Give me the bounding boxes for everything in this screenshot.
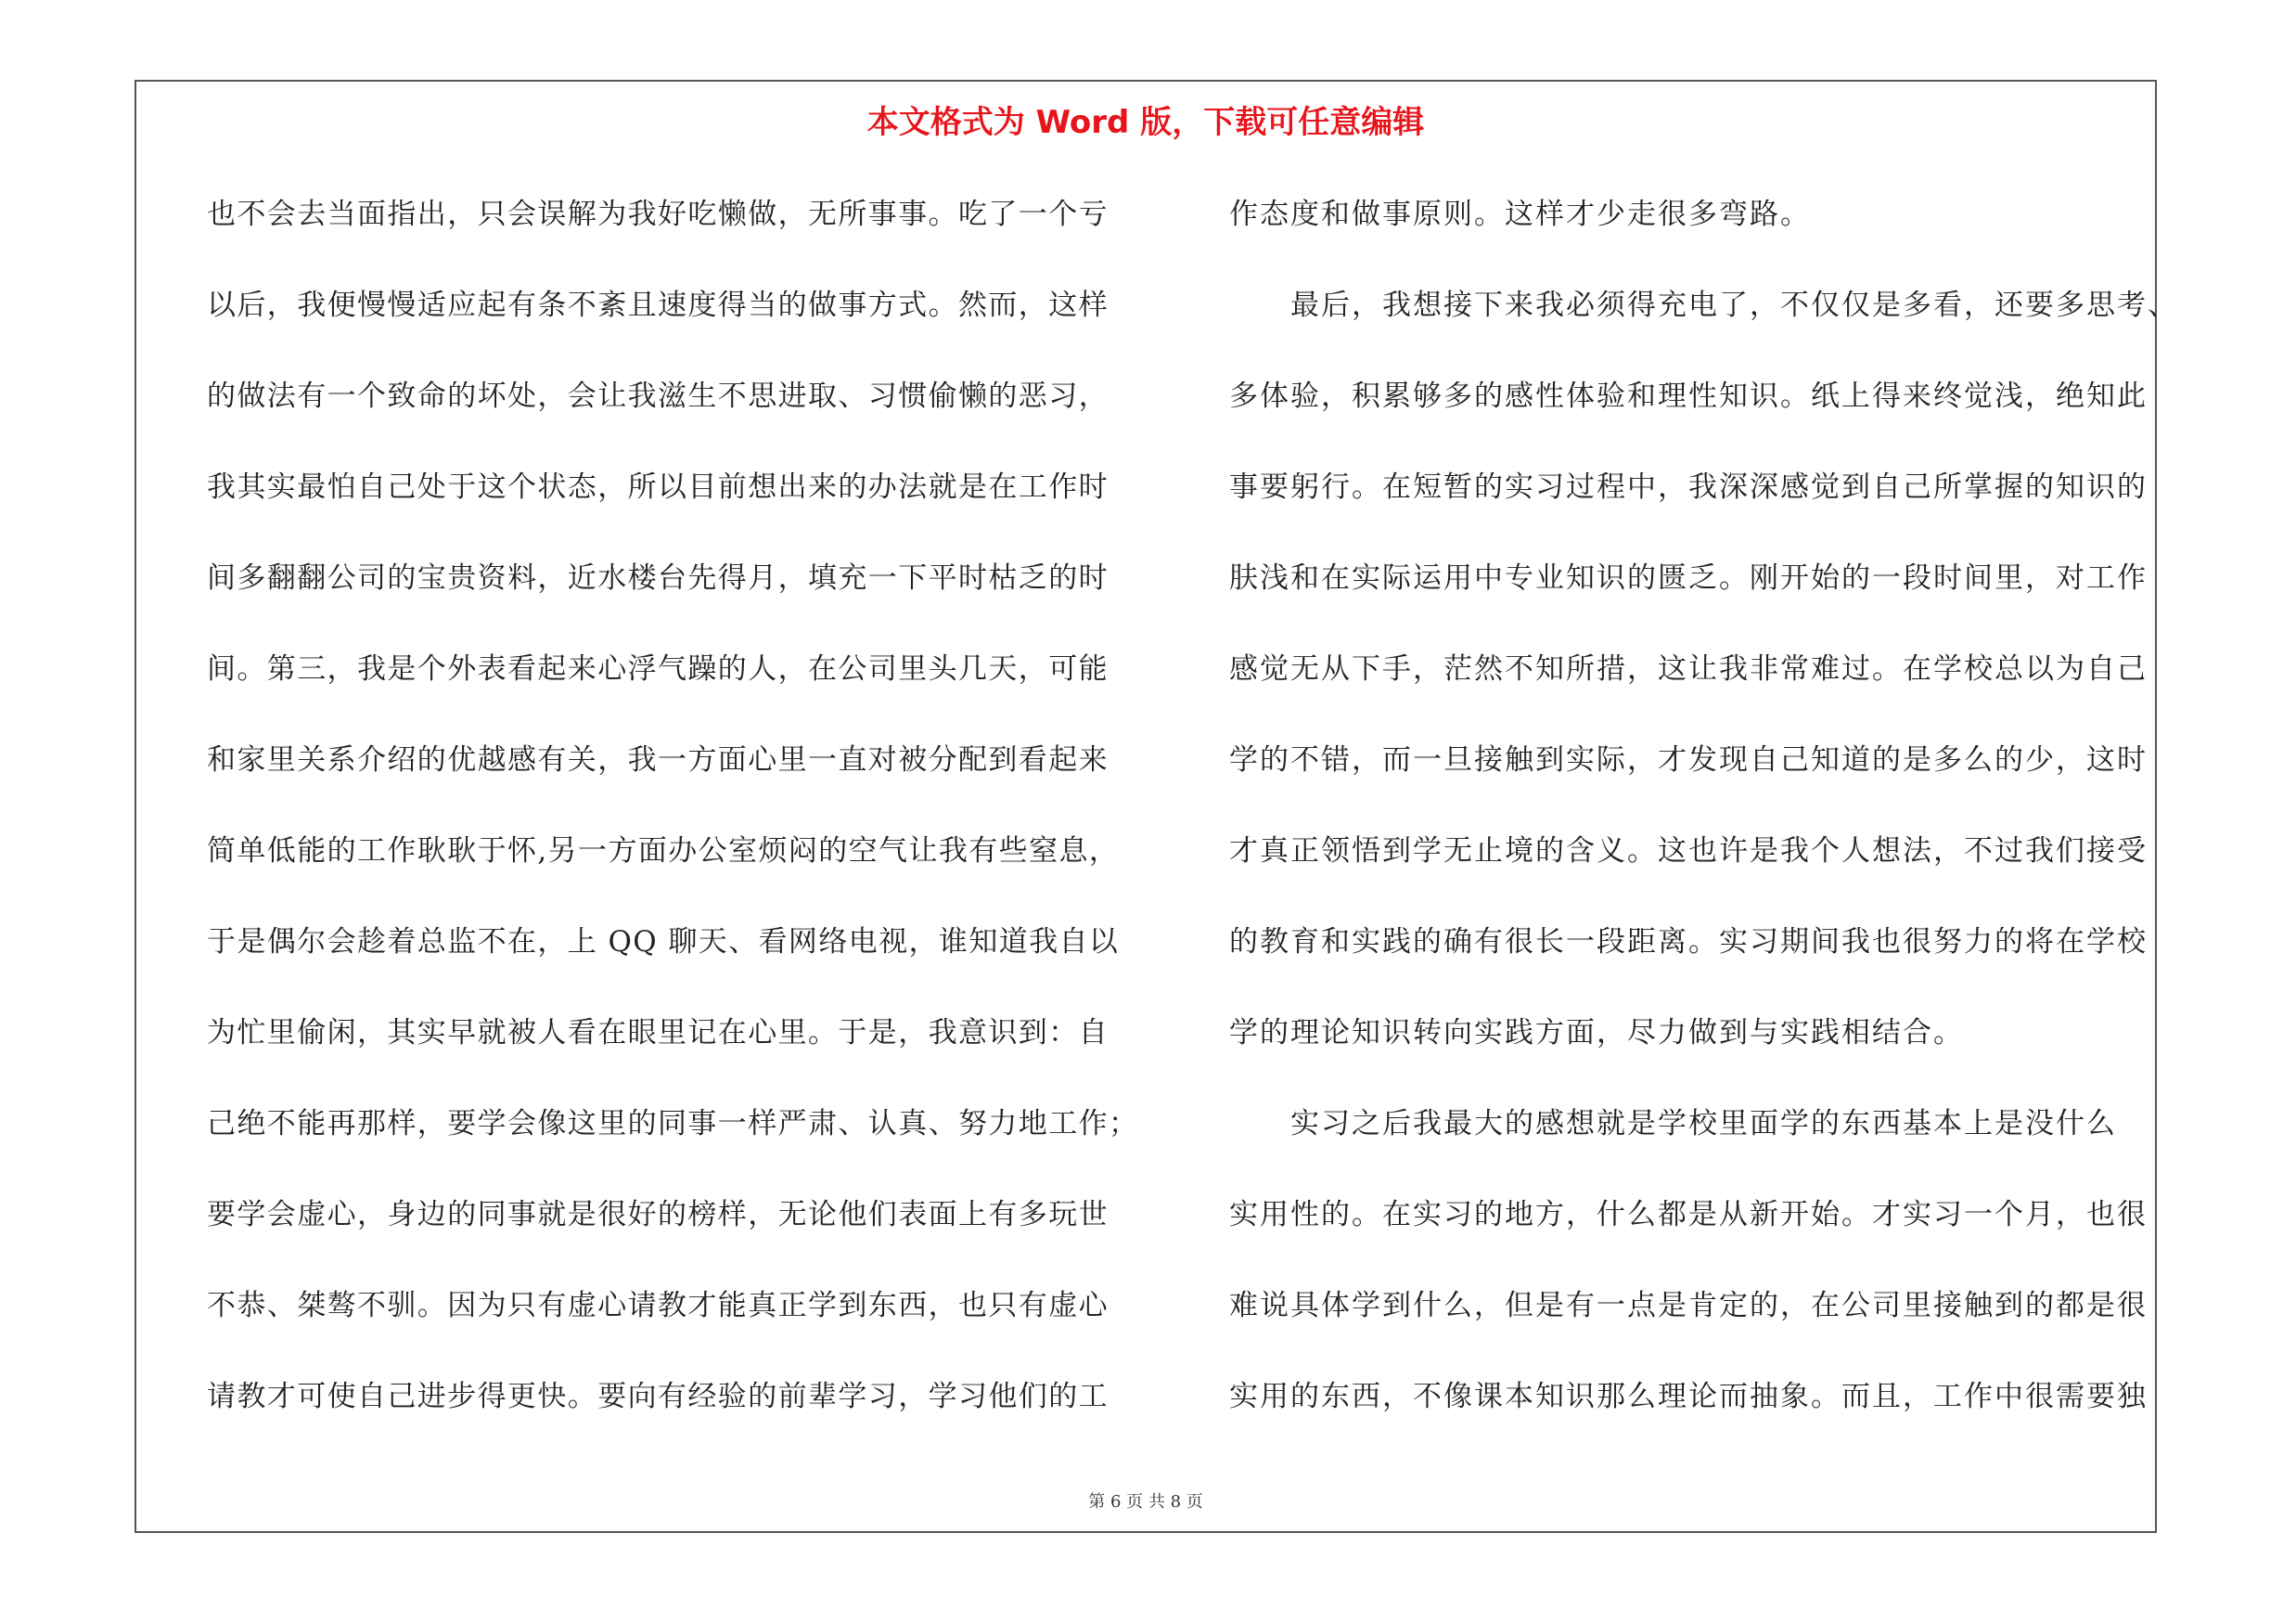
text-line: 实用性的。在实习的地方，什么都是从新开始。才实习一个月，也很	[1229, 1198, 2148, 1231]
text-line: 不恭、桀骜不驯。因为只有虚心请教才能真正学到东西，也只有虚心	[207, 1289, 1109, 1322]
text-line: 最后，我想接下来我必须得充电了，不仅仅是多看，还要多思考、	[1229, 289, 2178, 322]
text-line: 间多翻翻公司的宝贵资料，近水楼台先得月，填充一下平时枯乏的时	[207, 561, 1109, 595]
text-line: 要学会虚心，身边的同事就是很好的榜样，无论他们表面上有多玩世	[207, 1198, 1109, 1231]
word-format-banner: 本文格式为 Word 版，下载可任意编辑	[866, 104, 1425, 141]
text-line: 学的不错，而一旦接触到实际，才发现自己知道的是多么的少，这时	[1229, 743, 2148, 777]
text-line: 实用的东西，不像课本知识那么理论而抽象。而且，工作中很需要独	[1229, 1380, 2148, 1413]
text-line: 难说具体学到什么，但是有一点是肯定的，在公司里接触到的都是很	[1229, 1289, 2148, 1322]
text-line: 请教才可使自己进步得更快。要向有经验的前辈学习，学习他们的工	[207, 1380, 1109, 1413]
left-text-column	[207, 184, 1139, 1457]
text-line: 实习之后我最大的感想就是学校里面学的东西基本上是没什么	[1229, 1107, 2117, 1140]
text-line: 为忙里偷闲，其实早就被人看在眼里记在心里。于是，我意识到：自	[207, 1016, 1109, 1050]
text-line: 的做法有一个致命的坏处，会让我滋生不思进取、习惯偷懒的恶习，	[207, 380, 1109, 413]
text-line: 感觉无从下手，茫然不知所措，这让我非常难过。在学校总以为自己	[1229, 652, 2148, 686]
text-line: 多体验，积累够多的感性体验和理性知识。纸上得来终觉浅，绝知此	[1229, 380, 2148, 413]
text-line: 的教育和实践的确有很长一段距离。实习期间我也很努力的将在学校	[1229, 925, 2148, 959]
text-line: 以后，我便慢慢适应起有条不紊且速度得当的做事方式。然而，这样	[207, 289, 1109, 322]
text-line: 和家里关系介绍的优越感有关，我一方面心里一直对被分配到看起来	[207, 743, 1109, 777]
text-line: 间。第三，我是个外表看起来心浮气躁的人，在公司里头几天，可能	[207, 652, 1109, 686]
text-line: 事要躬行。在短暂的实习过程中，我深深感觉到自己所掌握的知识的	[1229, 470, 2148, 504]
text-line: 作态度和做事原则。这样才少走很多弯路。	[1229, 198, 1811, 231]
page-frame	[135, 80, 2178, 1533]
text-line: 肤浅和在实际运用中专业知识的匮乏。刚开始的一段时间里，对工作	[1229, 561, 2148, 595]
right-text-column	[1229, 184, 2178, 1457]
page-number-footer: 第 6 页 共 8 页	[1088, 1492, 1203, 1512]
text-line: 学的理论知识转向实践方面，尽力做到与实践相结合。	[1229, 1016, 1964, 1050]
text-line: 也不会去当面指出，只会误解为我好吃懒做，无所事事。吃了一个亏	[207, 198, 1109, 231]
text-line: 简单低能的工作耿耿于怀,另一方面办公室烦闷的空气让我有些窒息，	[207, 834, 1120, 868]
text-line: 己绝不能再那样，要学会像这里的同事一样严肃、认真、努力地工作；	[207, 1107, 1139, 1140]
text-line: 我其实最怕自己处于这个状态，所以目前想出来的办法就是在工作时	[207, 470, 1109, 504]
text-line: 才真正领悟到学无止境的含义。这也许是我个人想法，不过我们接受	[1229, 834, 2148, 868]
text-line: 于是偶尔会趁着总监不在，上 QQ 聊天、看网络电视，谁知道我自以	[207, 925, 1120, 959]
